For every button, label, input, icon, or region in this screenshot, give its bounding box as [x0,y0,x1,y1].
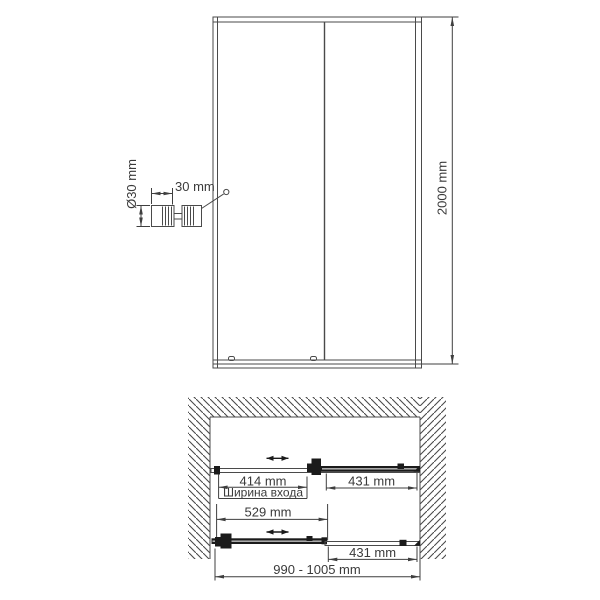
fixed-open-value: 431 mm [348,473,396,489]
entry-width-dimension [219,473,307,499]
sliding-panel-value: 529 mm [244,504,292,520]
panel-clamp-open [398,464,405,470]
handle-grooves-left [163,207,172,226]
height-dimension [422,17,459,364]
door-carriage-closed [221,534,232,549]
handle-hole [224,189,229,194]
overall-width-value: 990 - 1005 mm [273,561,361,577]
wall-bracket-right-closed [400,540,407,546]
entry-width-caption: Ширина входа [222,485,304,500]
frame-top-rail [213,17,422,22]
fixed-closed-value: 431 mm [349,545,397,560]
sliding-panel-dimension [217,504,328,541]
wall-corner-wedge-closed [414,540,420,546]
wall-bracket-left-open [214,466,220,475]
handle-grooves-right [185,207,194,226]
handle-length-label: 30 mm [175,179,215,194]
handle-diameter-label: Ø30 mm [124,159,139,209]
entry-width-value: 414 mm [239,473,287,489]
handle-detail [124,159,224,226]
height-dim-label: 2000 mm [434,160,450,216]
frame-right-profile [416,17,422,368]
door-carriage-knob-closed [215,537,221,547]
wall-hatch-left [188,417,210,559]
panel-end-cap-closed [322,537,328,544]
front-view [213,17,422,368]
wall-hatch-right [420,397,446,559]
door-carriage-knob-open [307,464,313,473]
plan-closed-position [212,504,421,581]
wall-hatch-back [188,397,420,417]
fixed-panel-dimension-closed [328,545,417,562]
fixed-panel-dimension-open [326,473,417,491]
door-carriage-open [312,459,322,476]
handle-neck [174,214,182,220]
plan-open-position [211,458,420,499]
panel-clamp-closed [307,536,313,541]
